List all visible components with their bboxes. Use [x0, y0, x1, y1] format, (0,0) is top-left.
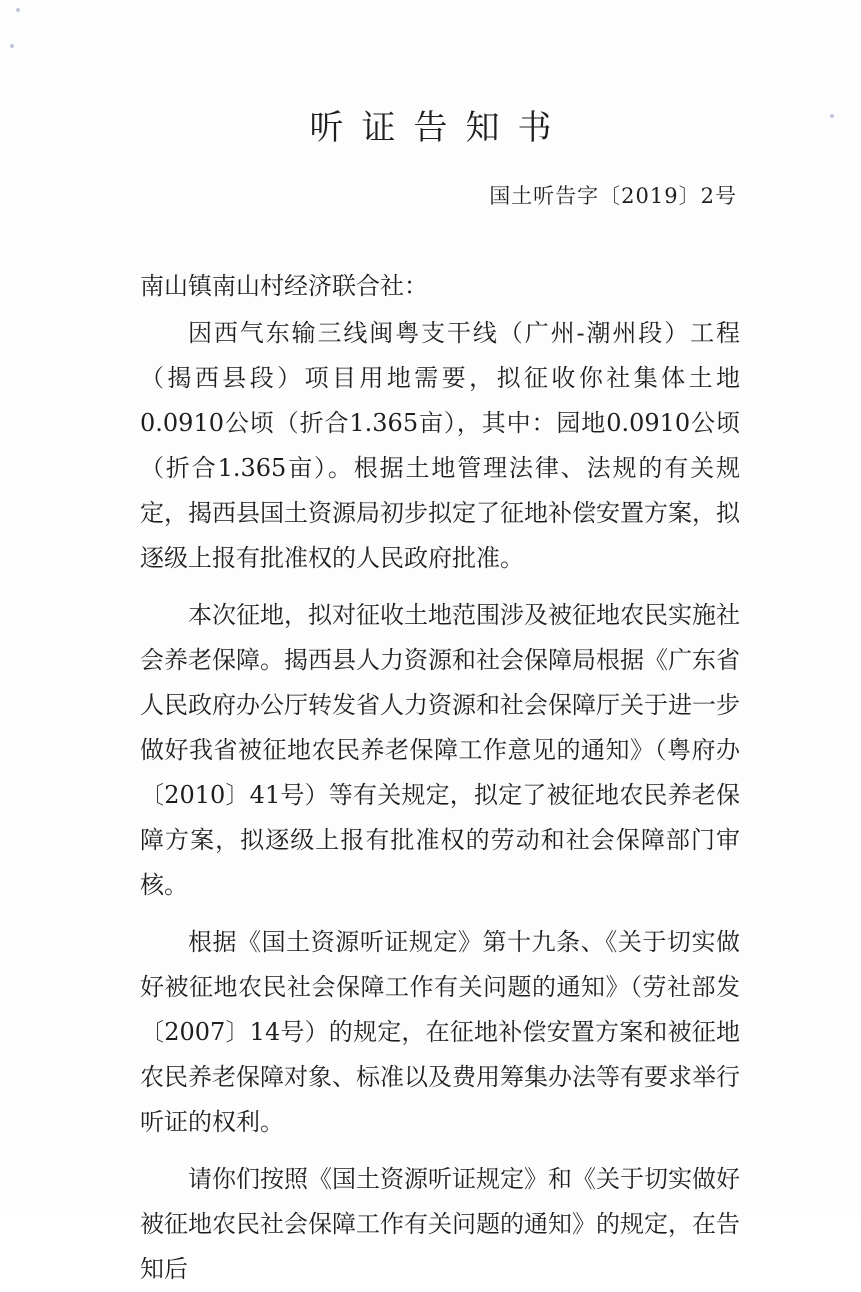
scan-speck — [16, 8, 20, 12]
paragraph-1: 因西气东输三线闽粤支干线（广州-潮州段）工程（揭西县段）项目用地需要，拟征收你社集体土地0.0910公顷（折合1.365亩），其中：园地0.0910公顷（折合1.365亩）。根据土地管理法律、法规的有关规定，揭西县国土资源局初步拟定了征地补偿安置方案，拟逐级上报有批准权的人民政府批准。 — [140, 319, 740, 572]
paragraph-2: 本次征地，拟对征收土地范围涉及被征地农民实施社会养老保障。揭西县人力资源和社会保障局根据《广东省人民政府办公厅转发省人力资源和社会保障厅关于进一步做好我省被征地农民养老保障工作意见的通知》（粤府办〔2010〕41号）等有关规定，拟定了被征地农民养老保障方案，拟逐级上报有批准权的劳动和社会保障部门审核。 — [140, 601, 740, 899]
document-body — [140, 264, 740, 1292]
document-title: 听证告知书 — [309, 108, 570, 148]
scan-speck — [10, 44, 14, 48]
paragraph-3: 根据《国土资源听证规定》第十九条、《关于切实做好被征地农民社会保障工作有关问题的通知》（劳社部发〔2007〕14号）的规定，在征地补偿安置方案和被征地农民养老保障对象、标准以及费用筹集办法等有要求举行听证的权利。 — [140, 928, 740, 1136]
document-number: 国土听告字〔2019〕2号 — [489, 184, 737, 208]
paragraph-4: 请你们按照《国土资源听证规定》和《关于切实做好被征地农民社会保障工作有关问题的通知》的规定，在告知后 — [140, 1165, 740, 1283]
addressee: 南山镇南山村经济联合社： — [140, 272, 428, 300]
